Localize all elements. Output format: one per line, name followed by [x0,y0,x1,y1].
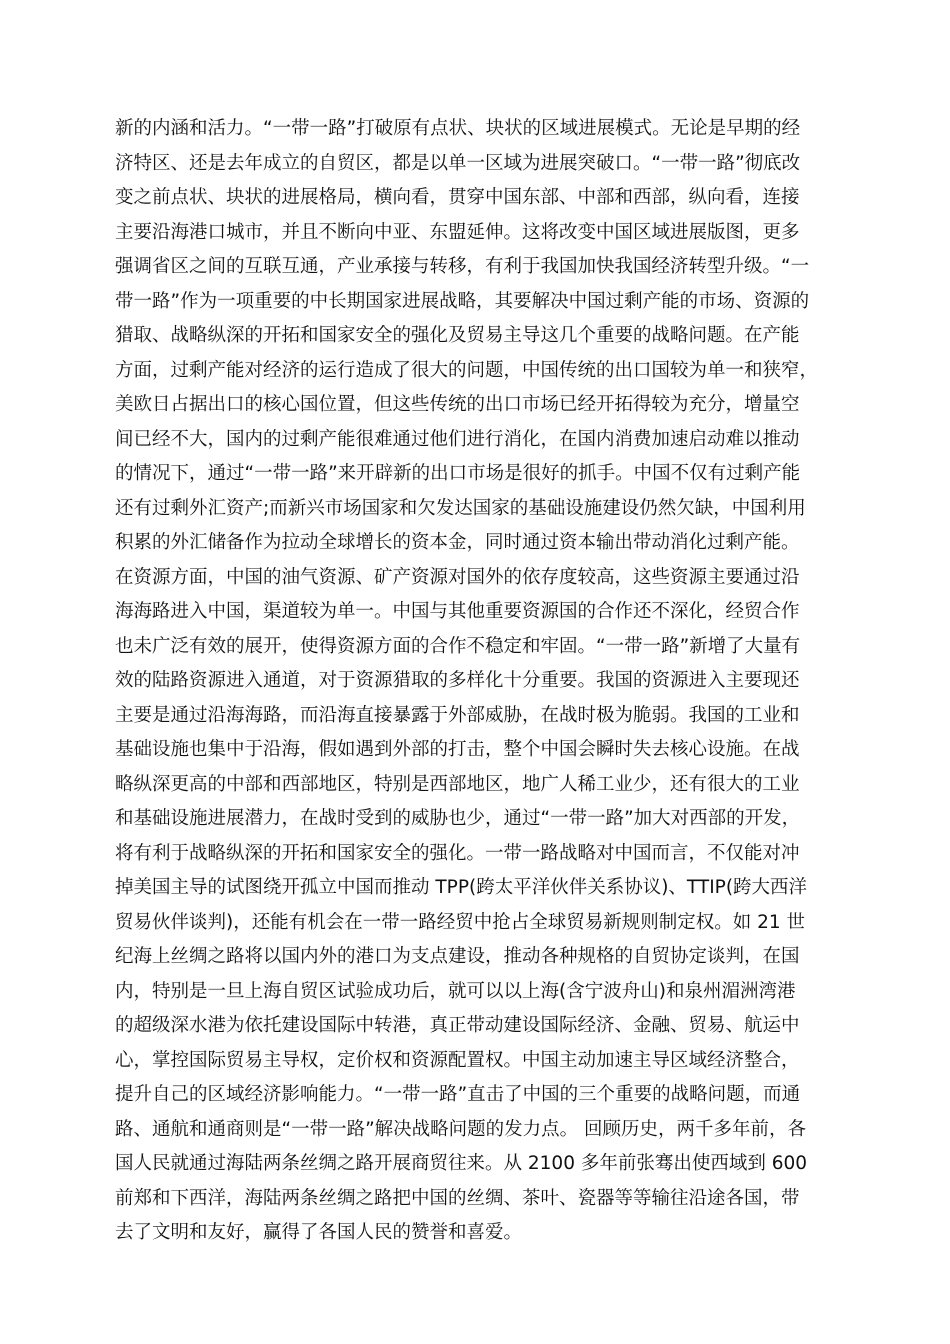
text-line: 内，特别是一旦上海自贸区试验成功后，就可以以上海(含宁波舟山)和泉州湄洲湾港 [115,980,796,1002]
text-line: 基础设施也集中于沿海，假如遇到外部的打击，整个中国会瞬时失去核心设施。在战 [115,739,800,760]
body-paragraph [115,112,818,1251]
text-line: 的超级深水港为依托建设国际中转港，真正带动建设国际经济、金融、贸易、航运中 [115,1015,800,1036]
text-line: 变之前点状、块状的进展格局，横向看，贯穿中国东部、中部和西部，纵向看，连接 [115,187,800,208]
text-line: 带一路”作为一项重要的中长期国家进展战略，其要解决中国过剩产能的市场、资源的 [115,290,810,312]
text-line: 强调省区之间的互联互通，产业承接与转移，有利于我国加快我国经济转型升级。“一 [115,256,810,277]
text-line: 将有利于战略纵深的开拓和国家安全的强化。一带一路战略对中国而言，不仅能对冲 [115,842,800,864]
text-line: 贸易伙伴谈判)，还能有机会在一带一路经贸中抢占全球贸易新规则制定权。如 21 世 [115,911,806,933]
text-line: 积累的外汇储备作为拉动全球增长的资本金，同时通过资本输出带动消化过剩产能。 [115,532,800,553]
text-line: 海海路进入中国，渠道较为单一。中国与其他重要资源国的合作还不深化，经贸合作 [115,601,800,622]
text-line: 去了文明和友好，赢得了各国人民的赞誉和喜爱。 [115,1222,523,1243]
text-line: 路、通航和通商则是“一带一路”解决战略问题的发力点。 回顾历史，两千多年前，各 [115,1118,807,1140]
text-line: 效的陆路资源进入通道，对于资源猎取的多样化十分重要。我国的资源进入主要现还 [115,670,800,691]
text-line: 美欧日占据出口的核心国位置，但这些传统的出口市场已经开拓得较为充分，增量空 [115,394,800,415]
text-line: 在资源方面，中国的油气资源、矿产资源对国外的依存度较高，这些资源主要通过沿 [115,566,800,588]
text-line: 主要是通过沿海海路，而沿海直接暴露于外部威胁，在战时极为脆弱。我国的工业和 [115,704,800,726]
text-line: 纪海上丝绸之路将以国内外的港口为支点建设，推动各种规格的自贸协定谈判，在国 [115,946,800,967]
text-line: 提升自己的区域经济影响能力。“一带一路”直击了中国的三个重要的战略问题，而通 [115,1084,801,1105]
text-line: 间已经不大，国内的过剩产能很难通过他们进行消化，在国内消费加速启动难以推动 [115,428,800,450]
text-line: 也未广泛有效的展开，使得资源方面的合作不稳定和牢固。“一带一路”新增了大量有 [115,635,801,657]
text-line: 方面，过剩产能对经济的运行造成了很大的问题，中国传统的出口国较为单一和狭窄， [115,359,819,381]
text-line: 掉美国主导的试图绕开孤立中国而推动 TPP(跨太平洋伙伴关系协议)、TTIP(跨大西洋 [115,877,808,898]
text-line: 还有过剩外汇资产;而新兴市场国家和欠发达国家的基础设施建设仍然欠缺，中国利用 [115,497,806,519]
text-line: 前郑和下西洋，海陆两条丝绸之路把中国的丝绸、茶叶、瓷器等等输往沿途各国，带 [115,1187,800,1209]
text-line: 的情况下，通过“一带一路”来开辟新的出口市场是很好的抓手。中国不仅有过剩产能 [115,463,801,484]
text-line: 国人民就通过海陆两条丝绸之路开展商贸往来。从 2100 多年前张骞出使西域到 600 [115,1153,808,1174]
text-line: 心，掌控国际贸易主导权，定价权和资源配置权。中国主动加速主导区域经济整合， [115,1049,800,1071]
text-line: 济特区、还是去年成立的自贸区，都是以单一区域为进展突破口。“一带一路”彻底改 [115,152,801,174]
text-line: 略纵深更高的中部和西部地区，特别是西部地区，地广人稀工业少，还有很大的工业 [115,773,800,795]
text-line: 新的内涵和活力。“一带一路”打破原有点状、块状的区域进展模式。无论是早期的经 [115,118,801,139]
text-line: 猎取、战略纵深的开拓和国家安全的强化及贸易主导这几个重要的战略问题。在产能 [115,325,800,346]
text-line: 和基础设施进展潜力，在战时受到的威胁也少，通过“一带一路”加大对西部的开发， [115,808,801,829]
text-line: 主要沿海港口城市，并且不断向中亚、东盟延伸。这将改变中国区域进展版图，更多 [115,221,800,243]
